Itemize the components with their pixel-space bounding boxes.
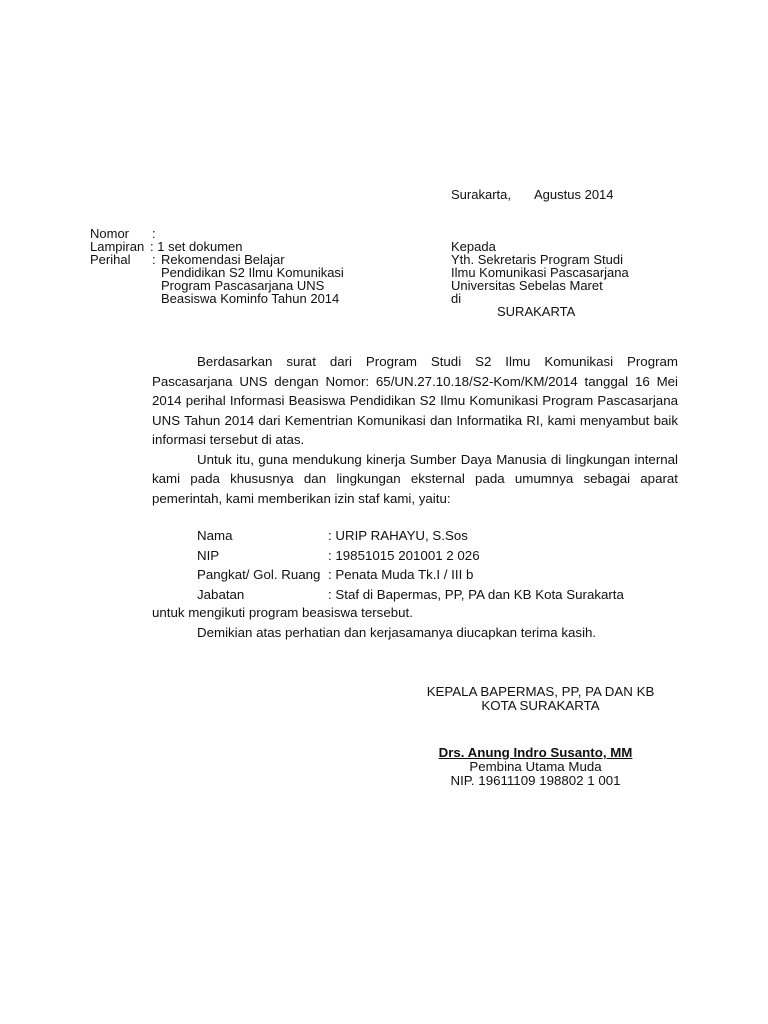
recipient-line: Yth. Sekretaris Program Studi (451, 252, 623, 267)
perihal-colon: : (152, 252, 156, 267)
recipient-line: Ilmu Komunikasi Pascasarjana (451, 265, 629, 280)
perihal-line: Beasiswa Kominfo Tahun 2014 (161, 291, 340, 306)
letter-body (152, 352, 678, 508)
signatory-name: Drs. Anung Indro Susanto, MM (438, 745, 633, 760)
staff-row-rank (197, 565, 624, 585)
lampiran-label: Lampiran (90, 239, 145, 254)
signature-office-line: KOTA SURAKARTA (481, 698, 600, 713)
recipient-line: Universitas Sebelas Maret (451, 278, 603, 293)
date-place: Surakarta, (451, 187, 511, 202)
staff-label: NIP (197, 547, 220, 563)
nomor-value: : (152, 226, 156, 241)
nomor-label: Nomor (90, 226, 130, 241)
lampiran-value: : 1 set dokumen (150, 239, 243, 254)
staff-value: : Staf di Bapermas, PP, PA dan KB Kota Surakarta (328, 586, 624, 602)
staff-value: : 19851015 201001 2 026 (328, 547, 480, 563)
closing-line: Demikian atas perhatian dan kerjasamanya diucapkan terima kasih. (197, 625, 597, 640)
recipient-line: Kepada (451, 239, 496, 254)
signature-office (400, 685, 681, 713)
perihal-line: Program Pascasarjana UNS (161, 278, 325, 293)
signature-block (395, 746, 676, 788)
purpose-line: untuk mengikuti program beasiswa tersebut. (152, 605, 413, 620)
staff-row-name (197, 526, 624, 546)
perihal-line: Pendidikan S2 Ilmu Komunikasi (161, 265, 344, 280)
staff-label: Pangkat/ Gol. Ruang (197, 567, 321, 582)
staff-value: : Penata Muda Tk.I / III b (328, 567, 474, 582)
staff-label: Jabatan (197, 586, 245, 602)
recipient-line: di (451, 291, 462, 306)
staff-details (197, 526, 624, 604)
recipient-city: SURAKARTA (497, 304, 576, 319)
staff-value: : URIP RAHAYU, S.Sos (328, 528, 468, 543)
perihal-line: Rekomendasi Belajar (161, 252, 285, 267)
body-paragraph-1: Berdasarkan surat dari Program Studi S2 Ilmu Komunikasi Program Pascasarjana UNS dengan Nomor: 65/UN.27.10.18/S2-Kom/KM/2014 tanggal 16 Mei 2014 perihal Informasi Beasiswa Pendidikan S2 Ilmu Komunikasi Program Pascasarjana UNS Tahun 2014 dari Kementrian Komunikasi dan Informatika RI, kami menyambut baik informasi tersebut di atas. (152, 354, 678, 447)
staff-label: Nama (197, 528, 233, 543)
signatory-nip: NIP. 19611109 198802 1 001 (450, 773, 621, 788)
staff-row-nip (197, 546, 624, 566)
signature-office-line: KEPALA BAPERMAS, PP, PA DAN KB (426, 684, 655, 699)
body-paragraph-2: Untuk itu, guna mendukung kinerja Sumber Daya Manusia di lingkungan internal kami pada khususnya dan lingkungan eksternal pada umumnya sebagai aparat pemerintah, kami memberikan izin staf kami, yaitu: (152, 451, 678, 506)
date-month-year: Agustus 2014 (534, 187, 614, 202)
staff-row-position (197, 585, 624, 605)
signatory-rank: Pembina Utama Muda (469, 759, 602, 774)
perihal-label: Perihal (90, 252, 131, 267)
